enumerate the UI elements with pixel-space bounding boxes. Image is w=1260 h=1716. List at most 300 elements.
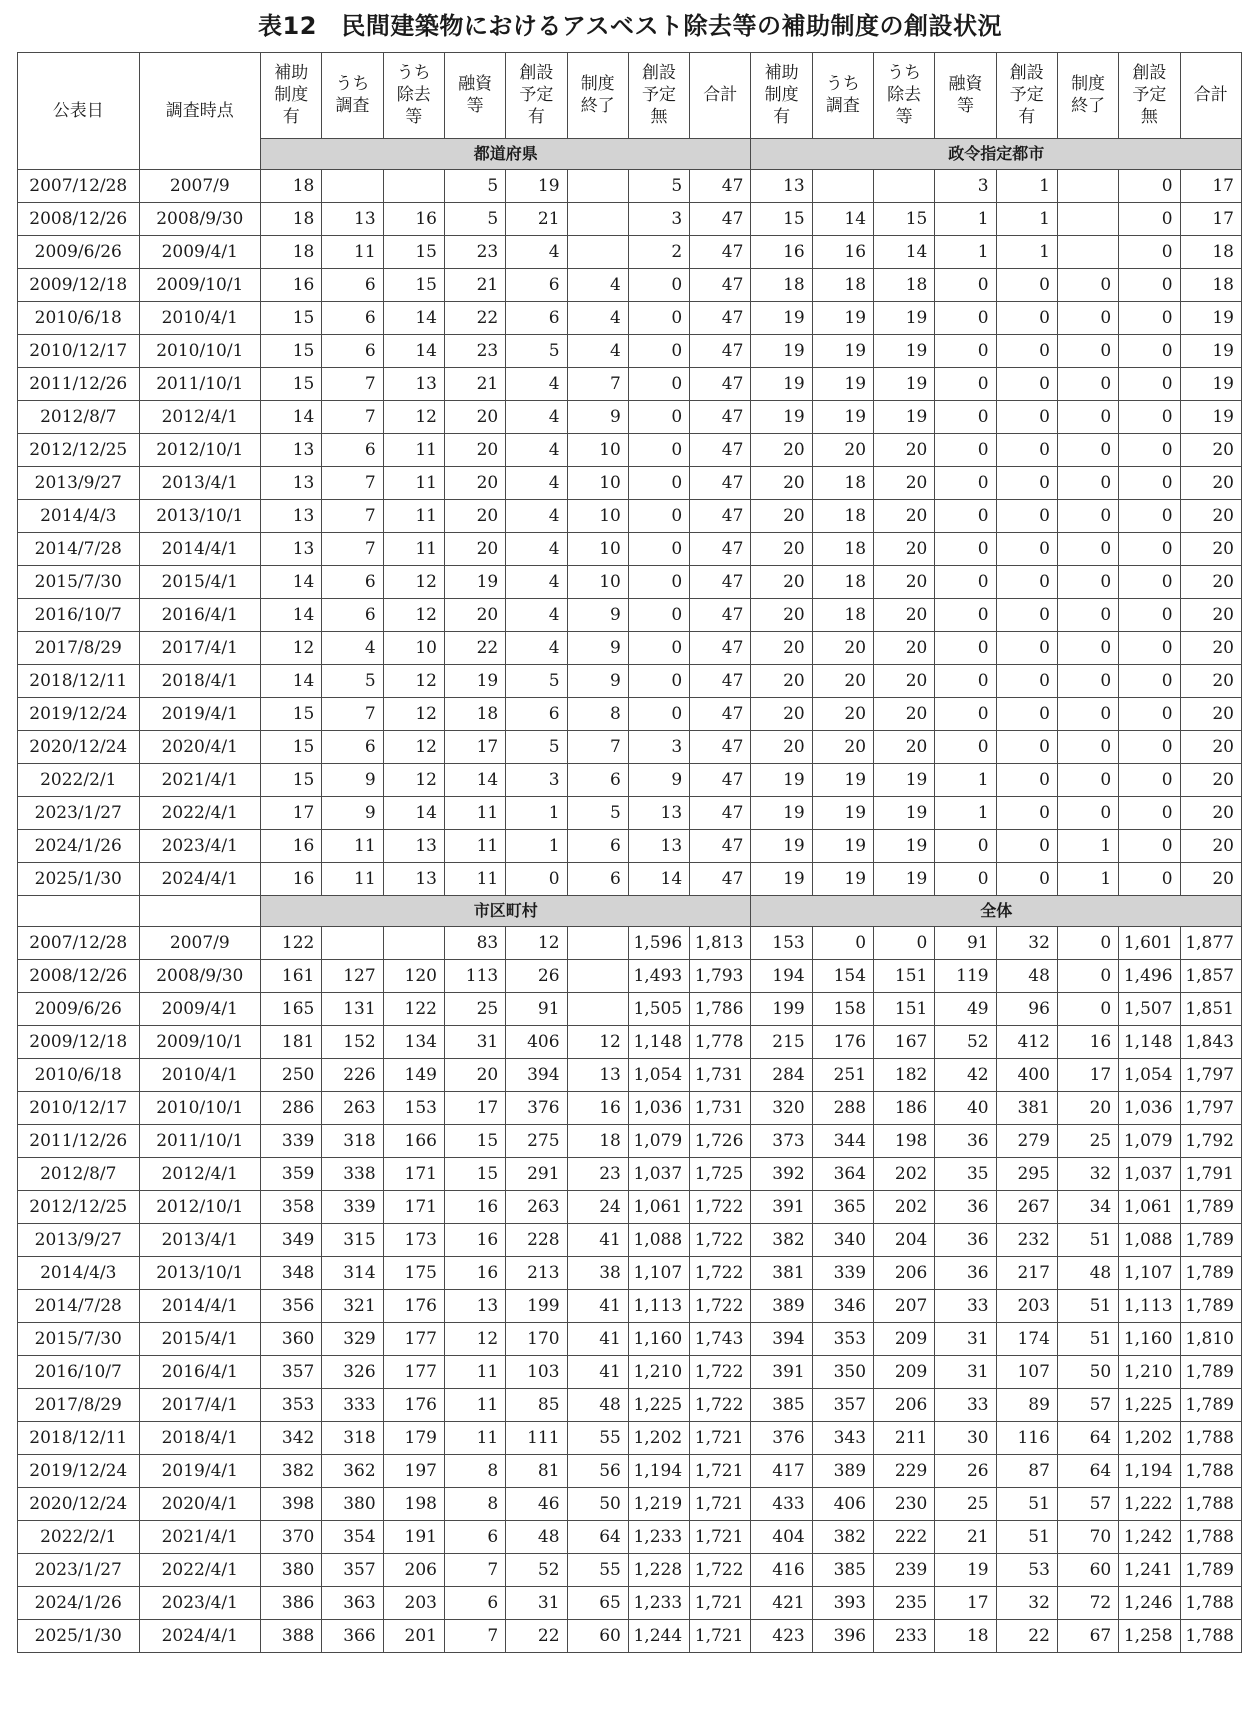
- value-cell: 20: [812, 698, 873, 731]
- value-cell: 17: [444, 1092, 505, 1125]
- value-cell: 33: [935, 1290, 996, 1323]
- table-row: [18, 170, 1242, 203]
- value-cell: 177: [383, 1323, 444, 1356]
- value-cell: 0: [1057, 632, 1118, 665]
- value-cell: 267: [996, 1191, 1057, 1224]
- date-cell: 2013/9/27: [18, 1224, 140, 1257]
- value-cell: 288: [812, 1092, 873, 1125]
- value-cell: 51: [1057, 1224, 1118, 1257]
- value-cell: 1,793: [690, 960, 751, 993]
- value-cell: 1,241: [1119, 1554, 1180, 1587]
- value-cell: 17: [444, 731, 505, 764]
- value-cell: 1,258: [1119, 1620, 1180, 1653]
- value-cell: 0: [1119, 335, 1180, 368]
- date-cell: 2015/7/30: [18, 566, 140, 599]
- date-cell: 2017/8/29: [18, 632, 140, 665]
- table-row: [18, 467, 1242, 500]
- value-cell: 15: [261, 368, 322, 401]
- value-cell: 57: [1057, 1389, 1118, 1422]
- value-cell: 20: [751, 467, 812, 500]
- value-cell: 0: [996, 797, 1057, 830]
- value-cell: 16: [751, 236, 812, 269]
- value-cell: 1,722: [690, 1191, 751, 1224]
- value-cell: 47: [690, 764, 751, 797]
- value-cell: 47: [690, 467, 751, 500]
- value-cell: 161: [261, 960, 322, 993]
- table-row: [18, 368, 1242, 401]
- survey-cell: 2016/4/1: [139, 599, 261, 632]
- value-cell: 15: [444, 1158, 505, 1191]
- header-text: 創設: [519, 63, 554, 84]
- header-text: 制度: [580, 74, 615, 95]
- date-cell: 2022/2/1: [18, 1521, 140, 1554]
- value-cell: 9: [322, 797, 383, 830]
- value-cell: 21: [506, 203, 567, 236]
- value-cell: 49: [935, 993, 996, 1026]
- value-cell: 213: [506, 1257, 567, 1290]
- value-cell: 1,244: [628, 1620, 689, 1653]
- value-cell: 1,722: [690, 1356, 751, 1389]
- value-cell: 19: [874, 302, 935, 335]
- value-cell: 0: [1119, 533, 1180, 566]
- value-cell: 175: [383, 1257, 444, 1290]
- value-cell: 103: [506, 1356, 567, 1389]
- value-cell: 4: [506, 500, 567, 533]
- header-col: [751, 53, 812, 139]
- value-cell: 10: [567, 533, 628, 566]
- header-text: 等: [466, 96, 484, 117]
- value-cell: 0: [628, 599, 689, 632]
- value-cell: 47: [690, 500, 751, 533]
- value-cell: 15: [261, 698, 322, 731]
- value-cell: 198: [874, 1125, 935, 1158]
- value-cell: 13: [261, 434, 322, 467]
- survey-cell: 2009/4/1: [139, 993, 261, 1026]
- value-cell: 1: [935, 236, 996, 269]
- header-text: 調査: [825, 96, 860, 117]
- header-text: 合計: [703, 85, 738, 106]
- value-cell: 47: [690, 203, 751, 236]
- value-cell: 1,601: [1119, 927, 1180, 960]
- value-cell: [567, 960, 628, 993]
- value-cell: 1,210: [628, 1356, 689, 1389]
- value-cell: 20: [874, 632, 935, 665]
- value-cell: 31: [444, 1026, 505, 1059]
- header-text: 有: [282, 107, 300, 128]
- header-text: 予定: [1132, 85, 1167, 106]
- date-cell: 2020/12/24: [18, 731, 140, 764]
- value-cell: 57: [1057, 1488, 1118, 1521]
- survey-cell: 2015/4/1: [139, 1323, 261, 1356]
- value-cell: 1,496: [1119, 960, 1180, 993]
- value-cell: 326: [322, 1356, 383, 1389]
- value-cell: 7: [567, 368, 628, 401]
- value-cell: 20: [444, 467, 505, 500]
- value-cell: 47: [690, 731, 751, 764]
- table-row: [18, 1059, 1242, 1092]
- value-cell: 22: [996, 1620, 1057, 1653]
- value-cell: 18: [874, 269, 935, 302]
- value-cell: 198: [383, 1488, 444, 1521]
- value-cell: 251: [812, 1059, 873, 1092]
- value-cell: 21: [935, 1521, 996, 1554]
- value-cell: 1,721: [690, 1422, 751, 1455]
- header-col: [690, 53, 751, 139]
- value-cell: 0: [935, 335, 996, 368]
- survey-cell: 2009/10/1: [139, 269, 261, 302]
- survey-cell: 2010/10/1: [139, 1092, 261, 1125]
- value-cell: 16: [444, 1224, 505, 1257]
- group-label: 都道府県: [261, 138, 751, 169]
- value-cell: 14: [261, 566, 322, 599]
- value-cell: 85: [506, 1389, 567, 1422]
- header-text: 創設: [641, 63, 676, 84]
- survey-cell: 2011/10/1: [139, 1125, 261, 1158]
- value-cell: 215: [751, 1026, 812, 1059]
- value-cell: 16: [1057, 1026, 1118, 1059]
- survey-cell: 2013/4/1: [139, 1224, 261, 1257]
- value-cell: 365: [812, 1191, 873, 1224]
- value-cell: 202: [874, 1158, 935, 1191]
- value-cell: 158: [812, 993, 873, 1026]
- value-cell: 0: [1119, 236, 1180, 269]
- value-cell: 1,228: [628, 1554, 689, 1587]
- value-cell: 19: [751, 830, 812, 863]
- value-cell: 1,202: [628, 1422, 689, 1455]
- value-cell: 0: [996, 830, 1057, 863]
- value-cell: 0: [1057, 302, 1118, 335]
- value-cell: 14: [383, 335, 444, 368]
- value-cell: 398: [261, 1488, 322, 1521]
- date-cell: 2019/12/24: [18, 698, 140, 731]
- value-cell: 18: [444, 698, 505, 731]
- value-cell: 18: [812, 533, 873, 566]
- value-cell: 18: [812, 566, 873, 599]
- value-cell: 20: [1180, 500, 1241, 533]
- table-row: [18, 335, 1242, 368]
- value-cell: 1,160: [1119, 1323, 1180, 1356]
- value-cell: 6: [322, 731, 383, 764]
- value-cell: 229: [874, 1455, 935, 1488]
- value-cell: 389: [751, 1290, 812, 1323]
- table-row: [18, 1422, 1242, 1455]
- value-cell: 47: [690, 566, 751, 599]
- value-cell: 17: [1180, 203, 1241, 236]
- value-cell: 20: [874, 500, 935, 533]
- date-cell: 2023/1/27: [18, 1554, 140, 1587]
- value-cell: 72: [1057, 1587, 1118, 1620]
- header-text: 有: [527, 107, 545, 128]
- value-cell: 19: [751, 863, 812, 896]
- value-cell: 19: [812, 335, 873, 368]
- value-cell: 0: [1057, 566, 1118, 599]
- value-cell: 2: [628, 236, 689, 269]
- value-cell: 174: [996, 1323, 1057, 1356]
- value-cell: 230: [874, 1488, 935, 1521]
- value-cell: 1,202: [1119, 1422, 1180, 1455]
- value-cell: 41: [567, 1356, 628, 1389]
- survey-cell: 2012/10/1: [139, 434, 261, 467]
- date-cell: 2025/1/30: [18, 1620, 140, 1653]
- value-cell: 20: [874, 698, 935, 731]
- value-cell: 381: [751, 1257, 812, 1290]
- value-cell: 1,726: [690, 1125, 751, 1158]
- value-cell: 32: [1057, 1158, 1118, 1191]
- survey-cell: 2018/4/1: [139, 665, 261, 698]
- header-text: 除去: [887, 85, 922, 106]
- value-cell: 1,079: [628, 1125, 689, 1158]
- value-cell: 20: [751, 698, 812, 731]
- value-cell: 13: [261, 500, 322, 533]
- value-cell: 263: [506, 1191, 567, 1224]
- value-cell: 7: [322, 533, 383, 566]
- header-col: [261, 53, 322, 139]
- value-cell: 13: [383, 368, 444, 401]
- value-cell: 20: [1180, 665, 1241, 698]
- value-cell: 364: [812, 1158, 873, 1191]
- table-row: [18, 863, 1242, 896]
- survey-cell: 2010/4/1: [139, 1059, 261, 1092]
- value-cell: 15: [383, 236, 444, 269]
- value-cell: 0: [996, 566, 1057, 599]
- value-cell: 171: [383, 1191, 444, 1224]
- survey-cell: 2016/4/1: [139, 1356, 261, 1389]
- table-row: [18, 698, 1242, 731]
- value-cell: 4: [506, 467, 567, 500]
- table-row: [18, 764, 1242, 797]
- value-cell: 0: [1119, 830, 1180, 863]
- survey-cell: 2020/4/1: [139, 731, 261, 764]
- value-cell: 20: [874, 566, 935, 599]
- value-cell: 0: [996, 401, 1057, 434]
- value-cell: 19: [751, 401, 812, 434]
- value-cell: 344: [812, 1125, 873, 1158]
- value-cell: 51: [1057, 1323, 1118, 1356]
- value-cell: 389: [812, 1455, 873, 1488]
- value-cell: 181: [261, 1026, 322, 1059]
- value-cell: 50: [1057, 1356, 1118, 1389]
- value-cell: 15: [261, 335, 322, 368]
- value-cell: 0: [1119, 698, 1180, 731]
- value-cell: 18: [261, 170, 322, 203]
- value-cell: 165: [261, 993, 322, 1026]
- value-cell: 388: [261, 1620, 322, 1653]
- value-cell: 13: [383, 830, 444, 863]
- value-cell: 20: [812, 665, 873, 698]
- value-cell: 350: [812, 1356, 873, 1389]
- value-cell: 0: [1057, 533, 1118, 566]
- value-cell: 4: [506, 599, 567, 632]
- value-cell: 18: [751, 269, 812, 302]
- value-cell: 400: [996, 1059, 1057, 1092]
- value-cell: 0: [1119, 170, 1180, 203]
- value-cell: 7: [322, 467, 383, 500]
- value-cell: 0: [935, 863, 996, 896]
- value-cell: 391: [751, 1191, 812, 1224]
- value-cell: 173: [383, 1224, 444, 1257]
- value-cell: 46: [506, 1488, 567, 1521]
- value-cell: 20: [751, 566, 812, 599]
- value-cell: 19: [751, 764, 812, 797]
- survey-cell: 2022/4/1: [139, 1554, 261, 1587]
- value-cell: 1,036: [1119, 1092, 1180, 1125]
- value-cell: 51: [1057, 1290, 1118, 1323]
- table-row: [18, 1620, 1242, 1653]
- value-cell: 1,054: [1119, 1059, 1180, 1092]
- table-row: [18, 1290, 1242, 1323]
- value-cell: 13: [751, 170, 812, 203]
- value-cell: 16: [383, 203, 444, 236]
- value-cell: 24: [567, 1191, 628, 1224]
- value-cell: 1,810: [1180, 1323, 1241, 1356]
- value-cell: 7: [444, 1620, 505, 1653]
- value-cell: 0: [1057, 993, 1118, 1026]
- value-cell: 4: [567, 269, 628, 302]
- value-cell: 354: [322, 1521, 383, 1554]
- value-cell: 1,036: [628, 1092, 689, 1125]
- date-cell: 2022/2/1: [18, 764, 140, 797]
- value-cell: 13: [628, 830, 689, 863]
- value-cell: 131: [322, 993, 383, 1026]
- value-cell: 20: [1180, 434, 1241, 467]
- value-cell: 12: [506, 927, 567, 960]
- value-cell: 286: [261, 1092, 322, 1125]
- header-text: 制度: [764, 85, 799, 106]
- value-cell: 1,507: [1119, 993, 1180, 1026]
- survey-cell: 2013/4/1: [139, 467, 261, 500]
- date-cell: 2018/12/11: [18, 665, 140, 698]
- value-cell: 417: [751, 1455, 812, 1488]
- value-cell: 0: [996, 467, 1057, 500]
- date-cell: 2010/6/18: [18, 1059, 140, 1092]
- value-cell: 153: [751, 927, 812, 960]
- value-cell: 279: [996, 1125, 1057, 1158]
- value-cell: 20: [444, 1059, 505, 1092]
- value-cell: 36: [935, 1257, 996, 1290]
- value-cell: 362: [322, 1455, 383, 1488]
- value-cell: 370: [261, 1521, 322, 1554]
- value-cell: 19: [812, 863, 873, 896]
- value-cell: 41: [567, 1224, 628, 1257]
- value-cell: 13: [322, 203, 383, 236]
- value-cell: 0: [1057, 467, 1118, 500]
- value-cell: 33: [935, 1389, 996, 1422]
- value-cell: 211: [874, 1422, 935, 1455]
- date-cell: 2014/7/28: [18, 533, 140, 566]
- value-cell: 1,843: [1180, 1026, 1241, 1059]
- value-cell: 60: [567, 1620, 628, 1653]
- value-cell: 0: [874, 927, 935, 960]
- value-cell: 91: [506, 993, 567, 1026]
- date-cell: 2014/4/3: [18, 500, 140, 533]
- value-cell: 11: [444, 1422, 505, 1455]
- value-cell: 42: [935, 1059, 996, 1092]
- table-row: [18, 1125, 1242, 1158]
- date-cell: 2013/9/27: [18, 467, 140, 500]
- value-cell: 186: [874, 1092, 935, 1125]
- date-cell: 2010/12/17: [18, 1092, 140, 1125]
- header-col: [812, 53, 873, 139]
- value-cell: 13: [628, 797, 689, 830]
- value-cell: 0: [1057, 368, 1118, 401]
- value-cell: 0: [1119, 764, 1180, 797]
- value-cell: 1,088: [1119, 1224, 1180, 1257]
- table-row: [18, 269, 1242, 302]
- value-cell: 314: [322, 1257, 383, 1290]
- value-cell: [1057, 170, 1118, 203]
- table-row: [18, 434, 1242, 467]
- value-cell: 1,225: [628, 1389, 689, 1422]
- value-cell: 38: [567, 1257, 628, 1290]
- value-cell: 1,037: [628, 1158, 689, 1191]
- value-cell: 0: [996, 632, 1057, 665]
- survey-cell: 2022/4/1: [139, 797, 261, 830]
- header-col: [935, 53, 996, 139]
- value-cell: 20: [1057, 1092, 1118, 1125]
- value-cell: 0: [1119, 269, 1180, 302]
- value-cell: 122: [261, 927, 322, 960]
- table-row: [18, 797, 1242, 830]
- value-cell: 20: [1180, 764, 1241, 797]
- table-row: [18, 927, 1242, 960]
- table-row: [18, 830, 1242, 863]
- value-cell: 20: [1180, 863, 1241, 896]
- value-cell: 360: [261, 1323, 322, 1356]
- value-cell: 275: [506, 1125, 567, 1158]
- value-cell: 14: [261, 401, 322, 434]
- value-cell: 5: [506, 335, 567, 368]
- value-cell: 9: [567, 401, 628, 434]
- table-row: [18, 1158, 1242, 1191]
- value-cell: 0: [628, 698, 689, 731]
- value-cell: 385: [751, 1389, 812, 1422]
- value-cell: 89: [996, 1389, 1057, 1422]
- value-cell: 404: [751, 1521, 812, 1554]
- value-cell: 20: [1180, 797, 1241, 830]
- value-cell: 166: [383, 1125, 444, 1158]
- value-cell: 47: [690, 599, 751, 632]
- value-cell: 119: [935, 960, 996, 993]
- header-text: 融資: [458, 74, 493, 95]
- header-col: [567, 53, 628, 139]
- header-text: 予定: [1009, 85, 1044, 106]
- value-cell: 179: [383, 1422, 444, 1455]
- value-cell: 18: [1180, 236, 1241, 269]
- value-cell: 295: [996, 1158, 1057, 1191]
- value-cell: 1,788: [1180, 1620, 1241, 1653]
- value-cell: 47: [690, 665, 751, 698]
- value-cell: 0: [935, 698, 996, 731]
- value-cell: [383, 927, 444, 960]
- value-cell: 14: [261, 599, 322, 632]
- value-cell: 91: [935, 927, 996, 960]
- blank-cell: [18, 896, 140, 927]
- value-cell: 170: [506, 1323, 567, 1356]
- value-cell: 12: [383, 401, 444, 434]
- value-cell: 209: [874, 1323, 935, 1356]
- value-cell: 0: [1119, 467, 1180, 500]
- value-cell: 16: [444, 1257, 505, 1290]
- value-cell: 47: [690, 368, 751, 401]
- value-cell: 342: [261, 1422, 322, 1455]
- value-cell: 56: [567, 1455, 628, 1488]
- value-cell: 204: [874, 1224, 935, 1257]
- value-cell: 14: [261, 665, 322, 698]
- value-cell: 6: [506, 302, 567, 335]
- value-cell: 64: [567, 1521, 628, 1554]
- value-cell: 11: [444, 1356, 505, 1389]
- value-cell: 0: [935, 269, 996, 302]
